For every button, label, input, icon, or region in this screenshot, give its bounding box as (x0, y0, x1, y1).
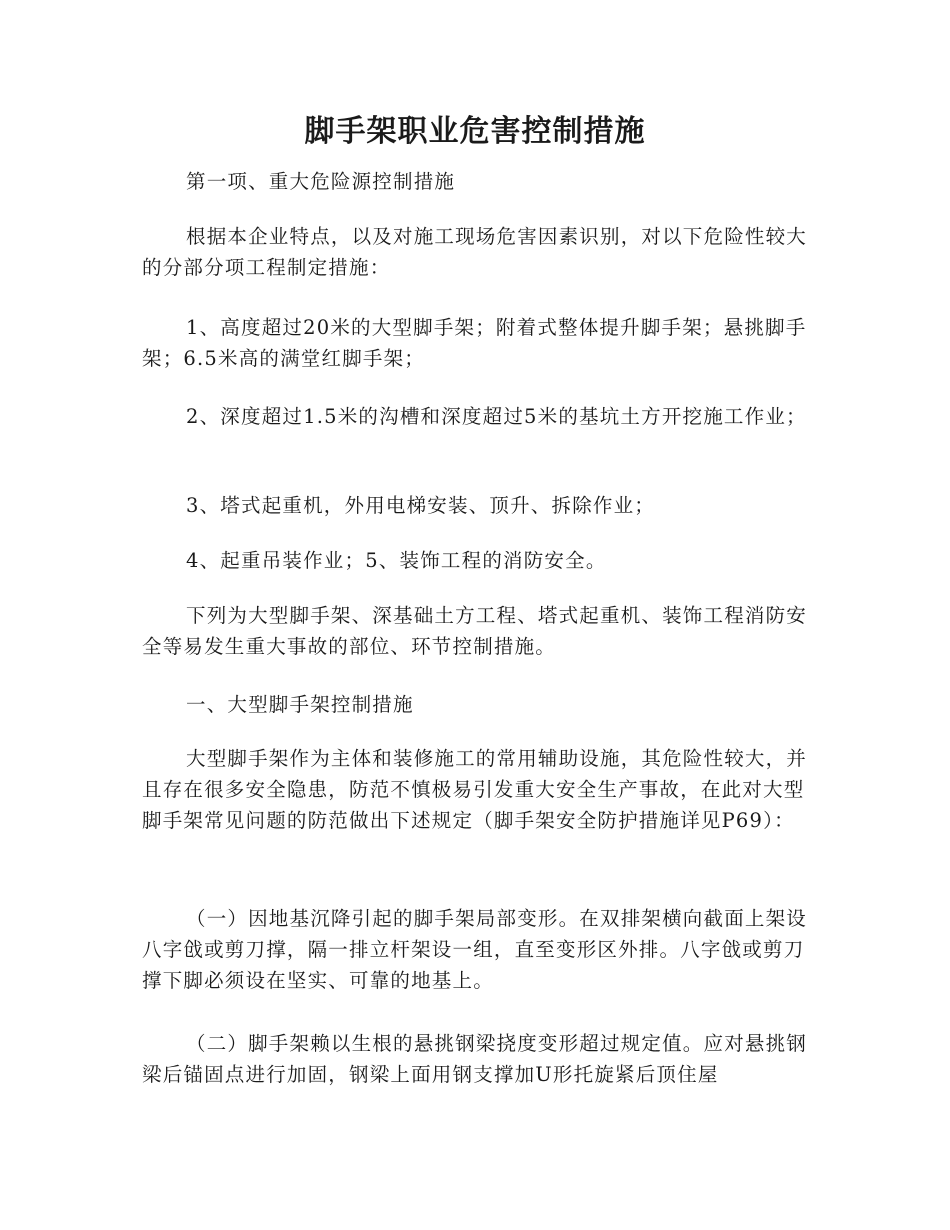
paragraph-measure-1: （一）因地基沉降引起的脚手架局部变形。在双排架横向截面上架设八字戗或剪刀撑，隔一排立杆架设一组，直至变形区外排。八字戗或剪刀撑下脚必须设在坚实、可靠的地基上。 (142, 907, 808, 992)
document-title: 脚手架职业危害控制措施 (304, 114, 646, 149)
list-item-4: 4、起重吊装作业；5、装饰工程的消防安全。 (186, 549, 607, 572)
paragraph-intro: 根据本企业特点，以及对施工现场危害因素识别，对以下危险性较大的分部分项工程制定措施： (142, 225, 808, 279)
list-item-3: 3、塔式起重机，外用电梯安装、顶升、拆除作业； (186, 494, 656, 517)
paragraph-measure-2: （二）脚手架赖以生根的悬挑钢梁挠度变形超过规定值。应对悬挑钢梁后锚固点进行加固，钢梁上面用钢支撑加U形托旋紧后顶住屋 (142, 1032, 808, 1086)
paragraph-summary: 下列为大型脚手架、深基础土方工程、塔式起重机、装饰工程消防安全等易发生重大事故的部位、环节控制措施。 (142, 604, 808, 658)
section-heading-1: 第一项、重大危险源控制措施 (186, 170, 456, 193)
list-item-1: 1、高度超过20米的大型脚手架；附着式整体提升脚手架；悬挑脚手架；6.5米高的满堂红脚手架； (142, 316, 807, 370)
section-heading-2: 一、大型脚手架控制措施 (186, 693, 414, 716)
paragraph-scaffold-overview: 大型脚手架作为主体和装修施工的常用辅助设施，其危险性较大，并且存在很多安全隐患，防范不慎极易引发重大安全生产事故，在此对大型脚手架常见问题的防范做出下述规定（脚手架安全防护措施详见P69）： (142, 747, 808, 832)
list-item-2: 2、深度超过1.5米的沟槽和深度超过5米的基坑土方开挖施工作业； (186, 405, 807, 428)
